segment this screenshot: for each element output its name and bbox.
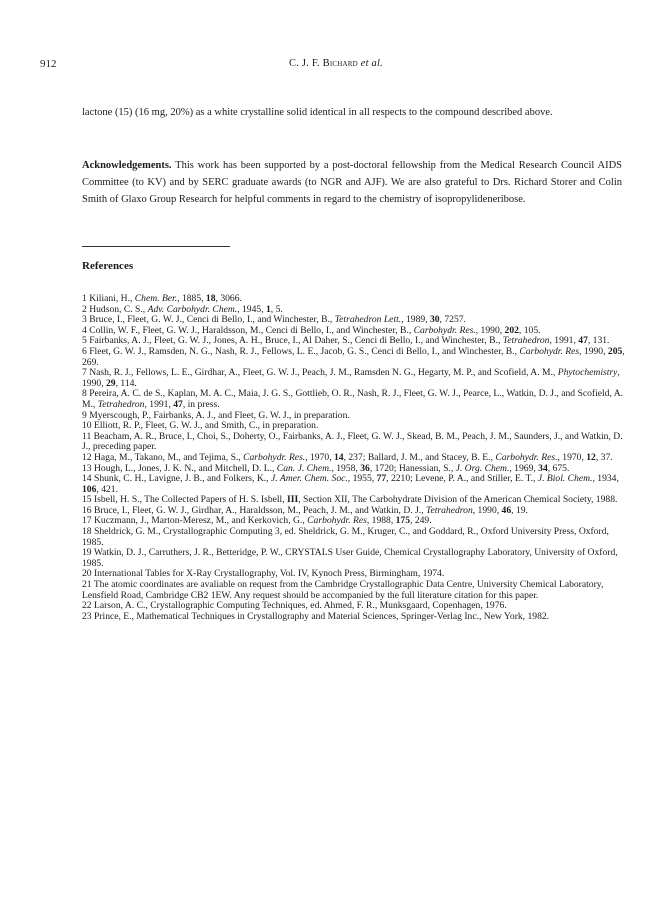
reference-text: 23 Prince, E., Mathematical Techniques in Crystallography and Material Sciences, Springer-Verlag Inc., New York, 1982. bbox=[82, 610, 550, 622]
reference-item bbox=[82, 474, 627, 495]
acknowledgements-paragraph bbox=[82, 157, 622, 208]
reference-journal: Phytochemistry bbox=[557, 367, 618, 379]
reference-text: , 1990, bbox=[472, 504, 502, 516]
reference-journal: Tetrahedron bbox=[97, 398, 145, 410]
body-paragraph-1: lactone (15) (16 mg, 20%) as a white crystalline solid identical in all respects to the compound described above. bbox=[82, 107, 553, 118]
reference-item bbox=[82, 368, 627, 389]
reference-item bbox=[82, 527, 627, 548]
reference-volume: 14 bbox=[333, 451, 344, 463]
reference-text: 15 Isbell, H. S., The Collected Papers of H. S. Isbell, bbox=[82, 494, 287, 506]
reference-volume: 12 bbox=[586, 451, 596, 463]
reference-text: , 1934, bbox=[592, 473, 619, 485]
reference-text: 2 Hudson, C. S., bbox=[82, 303, 148, 315]
reference-volume: 175 bbox=[395, 515, 411, 527]
reference-journal: Tetrahedron bbox=[426, 504, 473, 516]
reference-journal: J. Biol. Chem. bbox=[537, 473, 593, 485]
reference-text: , 421. bbox=[96, 483, 118, 495]
running-head-initials: C. J. F. bbox=[289, 58, 323, 69]
reference-volume: 47 bbox=[578, 335, 588, 347]
reference-text: 4 Collin, W. F., Fleet, G. W. J., Haraldsson, M., Cenci di Bello, I., and Winchester, B., bbox=[82, 324, 414, 336]
reference-volume: 18 bbox=[205, 293, 216, 304]
reference-text: , 7257. bbox=[439, 314, 466, 326]
reference-text: , 114. bbox=[115, 377, 137, 389]
reference-text: , 269. bbox=[82, 345, 625, 368]
reference-volume: 205 bbox=[607, 345, 623, 357]
reference-text: , 249. bbox=[410, 515, 432, 527]
reference-text: 13 Hough, L., Jones, J. K. N., and Mitchell, D. L., bbox=[82, 462, 277, 474]
reference-text: , 1990, bbox=[82, 367, 620, 389]
reference-text: , 1885, bbox=[177, 293, 206, 304]
reference-journal: Can. J. Chem. bbox=[276, 462, 332, 474]
reference-text: , in press. bbox=[182, 398, 220, 410]
reference-text: , 131. bbox=[587, 335, 610, 347]
reference-text: , 1970, bbox=[305, 451, 334, 463]
running-head bbox=[0, 58, 672, 69]
acknowledgements-title: Acknowledgements. bbox=[82, 160, 172, 171]
reference-text: 10 Elliott, R. P., Fleet, G. W. J., and Smith, C., in preparation. bbox=[82, 420, 319, 432]
reference-journal: Chem. Ber. bbox=[134, 293, 178, 304]
acknowledgements-text: This work has been supported by a post-doctoral fellowship from the Medical Research Council AIDS Committee (to KV) and by SERC graduate awards (to NGR and AJF). We are also grateful to Drs. Richard Storer and Colin Smith of Glaxo Group Research for helpful comments in regard to the chemistry of isopropylideneribose. bbox=[82, 160, 622, 205]
reference-text: 16 Bruce, I., Fleet, G. W. J., Girdhar, A., Haraldsson, M., Peach, J. M., and Watkin, D. J., bbox=[82, 504, 427, 516]
reference-volume: III bbox=[287, 494, 299, 506]
reference-journal: Tetrahedron bbox=[502, 335, 550, 347]
reference-text: 21 The atomic coordinates are avaliable on request from the Cambridge Crystallographic Data Centre, University Chemical Laboratory, Lensfield Road, Cambridge CB2 1EW. Any request should be accompanied by the full literature citation for this paper. bbox=[82, 579, 604, 601]
reference-volume: 30 bbox=[429, 314, 440, 326]
reference-journal: Carbohydr. Res. bbox=[243, 451, 306, 463]
reference-volume: 202 bbox=[504, 324, 519, 336]
reference-journal: Carbohydr. Res. bbox=[413, 324, 476, 336]
reference-volume: 47 bbox=[173, 398, 183, 410]
section-divider bbox=[82, 246, 230, 247]
reference-text: , 675. bbox=[547, 462, 570, 474]
reference-text: , Section XII, The Carbohydrate Division of the American Chemical Society, 1988. bbox=[298, 494, 618, 506]
reference-text: 18 Sheldrick, G. M., Crystallographic Computing 3, ed. Sheldrick, G. M., Kruger, C., and Goddard, R., Oxford University Press, Oxford, 1985. bbox=[82, 526, 609, 548]
reference-text: 7 Nash, R. J., Fellows, L. E., Girdhar, A., Fleet, G. W. J., Peach, J. M., Ramsden N. G., Hegarty, M. P., and Scofield, A. M., bbox=[82, 367, 558, 379]
reference-journal: Carbohydr. Res bbox=[307, 515, 367, 527]
reference-text: , 1990, bbox=[475, 324, 505, 336]
reference-volume: 36 bbox=[360, 462, 370, 474]
reference-volume: 77 bbox=[376, 473, 387, 485]
reference-text: 9 Myerscough, P., Fairbanks, A. J., and Fleet, G. W. J., in preparation. bbox=[82, 409, 350, 421]
reference-item bbox=[82, 389, 627, 410]
references-list bbox=[82, 294, 627, 622]
reference-text: 1 Kiliani, H., bbox=[82, 293, 135, 304]
reference-text: 12 Haga, M., Takano, M., and Tejima, S., bbox=[82, 451, 244, 463]
references-title: References bbox=[82, 260, 134, 272]
reference-text: 8 Pereira, A. C. de S., Kaplan, M. A. C., Maia, J. G. S., Gottlieb, O. R., Nash, R. J., Fleet, G. W. J., Pearce, L., Watkin, D. J., and Scofield, A. M., bbox=[82, 388, 624, 410]
reference-text: , 3066. bbox=[215, 293, 242, 304]
page-header bbox=[0, 58, 672, 72]
reference-journal: Tetrahedron Lett. bbox=[334, 314, 402, 326]
reference-text: , 1955, bbox=[347, 473, 377, 485]
reference-item bbox=[82, 548, 627, 569]
reference-text: , 1945, bbox=[237, 303, 266, 315]
reference-item bbox=[82, 347, 627, 368]
reference-text: , 1990, bbox=[579, 345, 608, 357]
reference-text: 22 Larson, A. C., Crystallographic Computing Techniques, ed. Ahmed, F. R., Munksgaard, Copenhagen, 1976. bbox=[82, 600, 507, 612]
reference-volume: 34 bbox=[538, 462, 548, 474]
reference-journal: J. Amer. Chem. Soc. bbox=[270, 473, 348, 485]
page-number: 912 bbox=[40, 58, 57, 70]
reference-volume: 106 bbox=[82, 483, 97, 495]
reference-text: , 1958, bbox=[331, 462, 361, 474]
reference-text: , 237; Ballard, J. M., and Stacey, B. E., bbox=[343, 451, 496, 463]
reference-volume: 46 bbox=[501, 504, 512, 516]
reference-text: 6 Fleet, G. W. J., Ramsden, N. G., Nash, R. J., Fellows, L. E., Jacob, G. S., Cenci di Bello, I., and Winchester, B., bbox=[82, 345, 520, 357]
reference-journal: Carbohydr. Res. bbox=[495, 451, 558, 463]
reference-text: , 1991, bbox=[144, 398, 174, 410]
reference-journal: J. Org. Chem. bbox=[455, 462, 510, 474]
reference-item bbox=[82, 612, 627, 623]
reference-volume: 1 bbox=[265, 303, 271, 315]
reference-text: , 1970, bbox=[557, 451, 587, 463]
reference-journal: Adv. Carbohydr. Chem. bbox=[147, 303, 238, 315]
reference-text: , 1720; Hanessian, S., bbox=[369, 462, 456, 474]
reference-text: 20 International Tables for X-Ray Crystallography, Vol. IV, Kynoch Press, Birmingham, 1974. bbox=[82, 568, 445, 580]
reference-journal: Carbohydr. Res bbox=[519, 345, 580, 357]
reference-text: 11 Beacham, A. R., Bruce, I., Choi, S., Doherty, O., Fairbanks, A. J., Fleet, G. W. J., Skead, B. M., Peach, J. M., Saunders, J., and Watkin, D. J., preceding paper. bbox=[82, 430, 623, 453]
reference-item bbox=[82, 432, 627, 453]
reference-item bbox=[82, 580, 627, 601]
reference-text: , 19. bbox=[511, 504, 528, 516]
reference-text: , 2210; Levene, P. A., and Stiller, E. T., bbox=[386, 473, 538, 485]
reference-text: 14 Shunk, C. H., Lavigne, J. B., and Folkers, K., bbox=[82, 473, 271, 485]
reference-text: , 1989, bbox=[401, 314, 430, 326]
reference-volume: 29 bbox=[105, 377, 116, 389]
running-head-et-al: et al. bbox=[357, 58, 383, 69]
reference-text: 17 Kuczmann, J., Marton-Meresz, M., and Kerkovich, G., bbox=[82, 515, 308, 527]
reference-text: , 1991, bbox=[549, 335, 579, 347]
reference-text: , 105. bbox=[518, 324, 541, 336]
reference-text: , 37. bbox=[595, 451, 613, 463]
reference-text: , 1988, bbox=[366, 515, 396, 527]
running-head-surname: Bichard bbox=[322, 58, 358, 69]
reference-text: 19 Watkin, D. J., Carruthers, J. R., Betteridge, P. W., CRYSTALS User Guide, Chemical Crystallography Laboratory, University of Oxford, 1985. bbox=[82, 547, 618, 569]
reference-text: , 1969, bbox=[509, 462, 539, 474]
reference-text: 5 Fairbanks, A. J., Fleet, G. W. J., Jones, A. H., Bruce, I., Al Daher, S., Cenci di Bello, I., and Winchester, B., bbox=[82, 335, 503, 347]
reference-text: , 5. bbox=[270, 303, 283, 315]
reference-text: 3 Bruce, I., Fleet, G. W. J., Cenci di Bello, I., and Winchester, B., bbox=[82, 314, 335, 326]
